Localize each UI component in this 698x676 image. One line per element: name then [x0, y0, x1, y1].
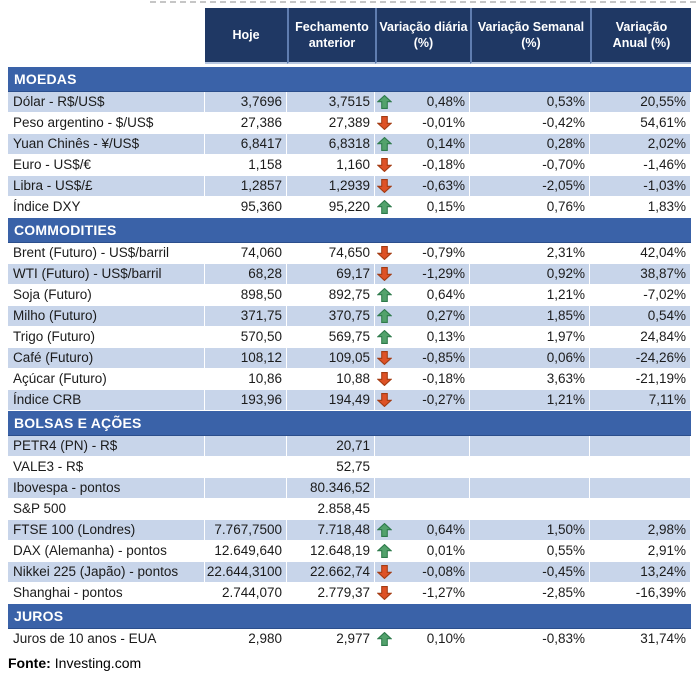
- arrow-up-icon: [377, 288, 392, 302]
- cell-variacao-diaria: -0,18%: [375, 155, 470, 176]
- cell-variacao-anual: 20,55%: [590, 92, 691, 113]
- cell-fechamento-anterior: 12.648,19: [287, 541, 375, 562]
- cell-variacao-diaria: -0,79%: [375, 243, 470, 264]
- table-row: [8, 562, 691, 583]
- cell-hoje: [205, 457, 287, 478]
- table-row: [8, 369, 691, 390]
- cell-fechamento-anterior: 20,71: [287, 436, 375, 457]
- header-fechamento-anterior: [287, 8, 375, 64]
- table-row: [8, 155, 691, 176]
- arrow-up-icon: [377, 330, 392, 344]
- cell-variacao-diaria: 0,64%: [375, 520, 470, 541]
- cell-label: S&P 500: [8, 499, 205, 520]
- cell-label: Euro - US$/€: [8, 155, 205, 176]
- cell-label: Shanghai - pontos: [8, 583, 205, 604]
- table-row: [8, 436, 691, 457]
- cell-label: Índice DXY: [8, 197, 205, 218]
- cell-variacao-anual: [590, 478, 691, 499]
- cell-hoje: 108,12: [205, 348, 287, 369]
- cell-label: Açúcar (Futuro): [8, 369, 205, 390]
- cell-variacao-diaria: 0,13%: [375, 327, 470, 348]
- cell-variacao-anual: [590, 457, 691, 478]
- table-row: [8, 499, 691, 520]
- cell-hoje: 68,28: [205, 264, 287, 285]
- table-row: [8, 541, 691, 562]
- section-header-moedas: MOEDAS: [8, 67, 691, 92]
- source-label: Fonte:: [8, 655, 51, 671]
- table-row: [8, 327, 691, 348]
- cell-variacao-diaria: -0,18%: [375, 369, 470, 390]
- arrow-down-icon: [377, 116, 392, 130]
- header-fechamento-line2: anterior: [308, 36, 356, 50]
- cell-hoje: 371,75: [205, 306, 287, 327]
- arrow-down-icon: [377, 179, 392, 193]
- header-fechamento-line1: Fechamento: [295, 20, 369, 34]
- cell-variacao-semanal: 1,21%: [470, 285, 590, 306]
- cell-label: Yuan Chinês - ¥/US$: [8, 134, 205, 155]
- arrow-down-icon: [377, 246, 392, 260]
- cell-hoje: 570,50: [205, 327, 287, 348]
- cell-variacao-semanal: [470, 499, 590, 520]
- table-row: [8, 629, 691, 650]
- cell-label: Peso argentino - $/US$: [8, 113, 205, 134]
- cell-variacao-diaria: [375, 499, 470, 520]
- table-row: [8, 348, 691, 369]
- header-diaria-line2: (%): [413, 36, 434, 50]
- cell-fechamento-anterior: 1,2939: [287, 176, 375, 197]
- table-row: [8, 92, 691, 113]
- cell-variacao-semanal: -2,05%: [470, 176, 590, 197]
- cell-variacao-anual: -21,19%: [590, 369, 691, 390]
- cell-variacao-anual: 2,02%: [590, 134, 691, 155]
- arrow-up-icon: [377, 523, 392, 537]
- cell-fechamento-anterior: 2.779,37: [287, 583, 375, 604]
- source-value: Investing.com: [54, 655, 142, 671]
- cell-hoje: 74,060: [205, 243, 287, 264]
- cell-variacao-diaria: -0,63%: [375, 176, 470, 197]
- cell-variacao-semanal: 0,28%: [470, 134, 590, 155]
- table-row: [8, 264, 691, 285]
- cell-variacao-semanal: 0,53%: [470, 92, 590, 113]
- cell-label: Índice CRB: [8, 390, 205, 411]
- cell-hoje: 3,7696: [205, 92, 287, 113]
- cell-variacao-anual: [590, 436, 691, 457]
- header-semanal-line2: (%): [521, 36, 541, 50]
- table-row: [8, 197, 691, 218]
- cell-variacao-diaria: 0,01%: [375, 541, 470, 562]
- cell-variacao-diaria: -0,08%: [375, 562, 470, 583]
- dashed-border-artifact: [150, 1, 696, 3]
- table-row: [8, 243, 691, 264]
- cell-hoje: 193,96: [205, 390, 287, 411]
- cell-variacao-semanal: -0,42%: [470, 113, 590, 134]
- cell-label: Soja (Futuro): [8, 285, 205, 306]
- cell-variacao-diaria: -0,27%: [375, 390, 470, 411]
- cell-fechamento-anterior: 2.858,45: [287, 499, 375, 520]
- cell-hoje: 2.744,070: [205, 583, 287, 604]
- source-note: [8, 655, 141, 671]
- cell-hoje: [205, 436, 287, 457]
- arrow-down-icon: [377, 565, 392, 579]
- arrow-down-icon: [377, 351, 392, 365]
- cell-fechamento-anterior: 74,650: [287, 243, 375, 264]
- cell-fechamento-anterior: 27,389: [287, 113, 375, 134]
- cell-variacao-anual: 0,54%: [590, 306, 691, 327]
- cell-fechamento-anterior: 52,75: [287, 457, 375, 478]
- cell-variacao-anual: -7,02%: [590, 285, 691, 306]
- cell-variacao-semanal: 2,31%: [470, 243, 590, 264]
- cell-fechamento-anterior: 892,75: [287, 285, 375, 306]
- cell-hoje: 27,386: [205, 113, 287, 134]
- cell-hoje: 22.644,3100: [205, 562, 287, 583]
- cell-variacao-semanal: 3,63%: [470, 369, 590, 390]
- section-header-bolsas-e-a-es: BOLSAS E AÇÕES: [8, 411, 691, 436]
- cell-hoje: [205, 478, 287, 499]
- cell-hoje: [205, 499, 287, 520]
- cell-variacao-diaria: 0,15%: [375, 197, 470, 218]
- cell-variacao-diaria: 0,27%: [375, 306, 470, 327]
- cell-variacao-diaria: -1,29%: [375, 264, 470, 285]
- table-row: [8, 134, 691, 155]
- cell-label: Café (Futuro): [8, 348, 205, 369]
- cell-variacao-diaria: [375, 436, 470, 457]
- cell-variacao-diaria: 0,14%: [375, 134, 470, 155]
- cell-variacao-semanal: 1,50%: [470, 520, 590, 541]
- header-variacao-diaria: [375, 8, 470, 64]
- arrow-up-icon: [377, 95, 392, 109]
- cell-hoje: 7.767,7500: [205, 520, 287, 541]
- cell-variacao-semanal: -0,70%: [470, 155, 590, 176]
- cell-variacao-diaria: 0,64%: [375, 285, 470, 306]
- cell-fechamento-anterior: 2,977: [287, 629, 375, 650]
- cell-variacao-anual: 13,24%: [590, 562, 691, 583]
- cell-fechamento-anterior: 22.662,74: [287, 562, 375, 583]
- header-variacao-semanal: [470, 8, 590, 64]
- cell-variacao-anual: [590, 499, 691, 520]
- cell-variacao-semanal: [470, 457, 590, 478]
- cell-hoje: 2,980: [205, 629, 287, 650]
- cell-hoje: 898,50: [205, 285, 287, 306]
- cell-fechamento-anterior: 7.718,48: [287, 520, 375, 541]
- cell-variacao-semanal: -0,83%: [470, 629, 590, 650]
- cell-label: Brent (Futuro) - US$/barril: [8, 243, 205, 264]
- cell-label: Libra - US$/£: [8, 176, 205, 197]
- cell-fechamento-anterior: 1,160: [287, 155, 375, 176]
- cell-hoje: 6,8417: [205, 134, 287, 155]
- cell-variacao-anual: 1,83%: [590, 197, 691, 218]
- table-row: [8, 457, 691, 478]
- cell-label: VALE3 - R$: [8, 457, 205, 478]
- cell-variacao-diaria: 0,48%: [375, 92, 470, 113]
- cell-variacao-semanal: 1,97%: [470, 327, 590, 348]
- arrow-up-icon: [377, 200, 392, 214]
- cell-variacao-semanal: 1,85%: [470, 306, 590, 327]
- cell-variacao-anual: 2,91%: [590, 541, 691, 562]
- cell-hoje: 95,360: [205, 197, 287, 218]
- arrow-down-icon: [377, 372, 392, 386]
- cell-label: PETR4 (PN) - R$: [8, 436, 205, 457]
- cell-variacao-diaria: [375, 478, 470, 499]
- cell-label: Dólar - R$/US$: [8, 92, 205, 113]
- cell-fechamento-anterior: 10,88: [287, 369, 375, 390]
- cell-label: Ibovespa - pontos: [8, 478, 205, 499]
- cell-hoje: 1,2857: [205, 176, 287, 197]
- cell-variacao-anual: 42,04%: [590, 243, 691, 264]
- table-row: [8, 583, 691, 604]
- cell-hoje: 12.649,640: [205, 541, 287, 562]
- arrow-down-icon: [377, 267, 392, 281]
- header-anual-line1: Variação: [615, 20, 668, 34]
- header-semanal-line1: Variação Semanal: [477, 20, 585, 34]
- cell-label: DAX (Alemanha) - pontos: [8, 541, 205, 562]
- cell-label: Nikkei 225 (Japão) - pontos: [8, 562, 205, 583]
- cell-variacao-anual: -1,03%: [590, 176, 691, 197]
- cell-variacao-semanal: [470, 436, 590, 457]
- table-row: [8, 113, 691, 134]
- section-header-juros: JUROS: [8, 604, 691, 629]
- cell-variacao-semanal: 1,21%: [470, 390, 590, 411]
- table-row: [8, 478, 691, 499]
- header-empty-cell: [8, 8, 205, 64]
- arrow-down-icon: [377, 586, 392, 600]
- cell-variacao-semanal: [470, 478, 590, 499]
- cell-variacao-anual: -24,26%: [590, 348, 691, 369]
- arrow-up-icon: [377, 309, 392, 323]
- cell-variacao-anual: 54,61%: [590, 113, 691, 134]
- cell-variacao-anual: -1,46%: [590, 155, 691, 176]
- table-row: [8, 520, 691, 541]
- arrow-up-icon: [377, 544, 392, 558]
- cell-fechamento-anterior: 3,7515: [287, 92, 375, 113]
- arrow-down-icon: [377, 393, 392, 407]
- cell-label: Milho (Futuro): [8, 306, 205, 327]
- table-body: [8, 67, 691, 650]
- cell-variacao-anual: 7,11%: [590, 390, 691, 411]
- cell-variacao-semanal: 0,92%: [470, 264, 590, 285]
- cell-hoje: 10,86: [205, 369, 287, 390]
- cell-fechamento-anterior: 569,75: [287, 327, 375, 348]
- cell-variacao-diaria: -0,85%: [375, 348, 470, 369]
- section-header-commodities: COMMODITIES: [8, 218, 691, 243]
- header-diaria-line1: Variação diária: [379, 20, 468, 34]
- arrow-down-icon: [377, 158, 392, 172]
- table-row: [8, 306, 691, 327]
- cell-fechamento-anterior: 6,8318: [287, 134, 375, 155]
- cell-label: Trigo (Futuro): [8, 327, 205, 348]
- cell-variacao-semanal: -2,85%: [470, 583, 590, 604]
- cell-variacao-diaria: 0,10%: [375, 629, 470, 650]
- header-hoje: [205, 8, 287, 64]
- table-header-row: [8, 8, 691, 64]
- cell-label: WTI (Futuro) - US$/barril: [8, 264, 205, 285]
- cell-fechamento-anterior: 194,49: [287, 390, 375, 411]
- quotes-table: [8, 8, 691, 650]
- arrow-up-icon: [377, 632, 392, 646]
- cell-fechamento-anterior: 109,05: [287, 348, 375, 369]
- cell-variacao-anual: -16,39%: [590, 583, 691, 604]
- cell-variacao-anual: 2,98%: [590, 520, 691, 541]
- cell-variacao-anual: 24,84%: [590, 327, 691, 348]
- cell-hoje: 1,158: [205, 155, 287, 176]
- header-anual-line2: Anual (%): [612, 36, 671, 50]
- table-row: [8, 285, 691, 306]
- cell-fechamento-anterior: 69,17: [287, 264, 375, 285]
- cell-label: FTSE 100 (Londres): [8, 520, 205, 541]
- cell-variacao-semanal: 0,55%: [470, 541, 590, 562]
- cell-variacao-semanal: 0,06%: [470, 348, 590, 369]
- cell-variacao-diaria: -1,27%: [375, 583, 470, 604]
- cell-variacao-anual: 38,87%: [590, 264, 691, 285]
- cell-variacao-semanal: -0,45%: [470, 562, 590, 583]
- cell-label: Juros de 10 anos - EUA: [8, 629, 205, 650]
- cell-fechamento-anterior: 370,75: [287, 306, 375, 327]
- table-row: [8, 390, 691, 411]
- cell-variacao-anual: 31,74%: [590, 629, 691, 650]
- arrow-up-icon: [377, 137, 392, 151]
- cell-variacao-diaria: -0,01%: [375, 113, 470, 134]
- cell-variacao-semanal: 0,76%: [470, 197, 590, 218]
- header-variacao-anual: [590, 8, 691, 64]
- cell-variacao-diaria: [375, 457, 470, 478]
- header-hoje-label: Hoje: [232, 28, 260, 42]
- cell-fechamento-anterior: 95,220: [287, 197, 375, 218]
- table-row: [8, 176, 691, 197]
- cell-fechamento-anterior: 80.346,52: [287, 478, 375, 499]
